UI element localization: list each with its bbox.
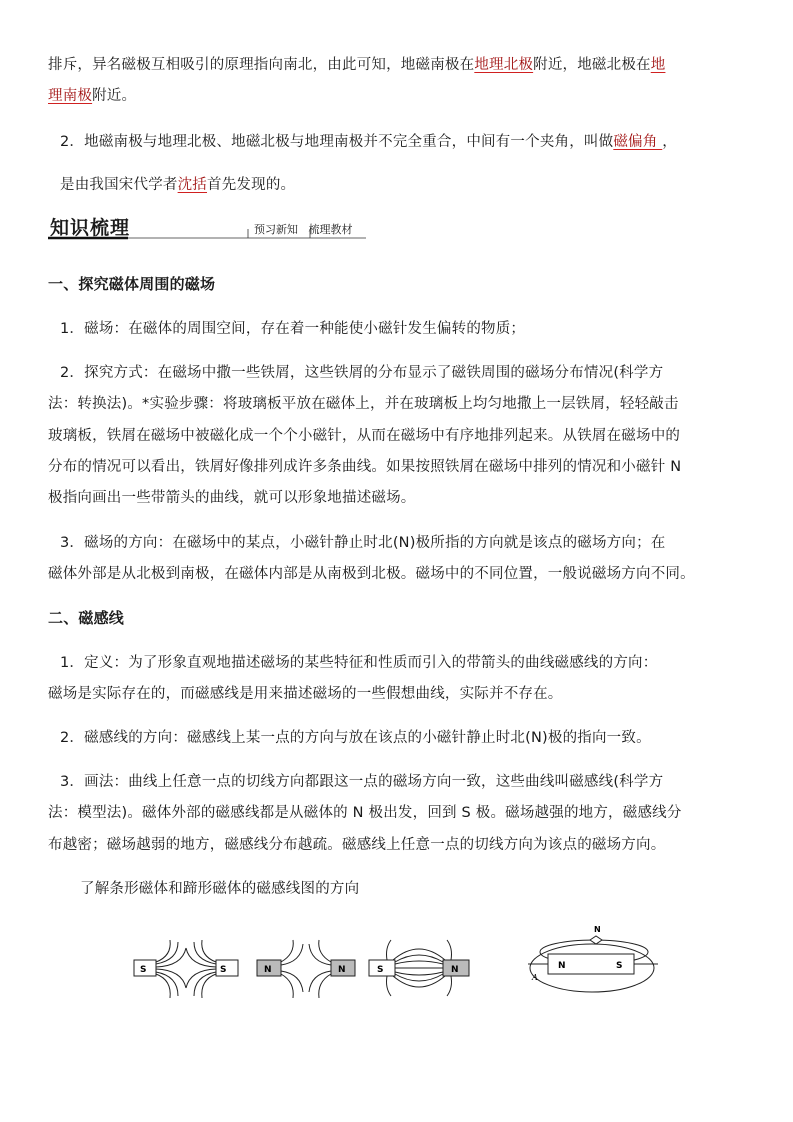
text-line: 3．磁场的方向：在磁场中的某点，小磁针静止时北(N)极所指的方向就是该点的磁场方向；在 [60, 535, 666, 551]
magnet-figure-ss [132, 938, 240, 1000]
text-segment: 附近，地磁北极在 [533, 57, 651, 73]
answer-underline: 沈括 [177, 177, 208, 193]
answer-underline: 地理北极 [474, 57, 534, 73]
section-heading: 一、探究磁体周围的磁场 [48, 275, 216, 293]
text-line: 1．磁场：在磁体的周围空间，存在着一种能使小磁针发生偏转的物质； [60, 321, 526, 337]
pole-label: N [338, 965, 346, 975]
text-line: 1．定义：为了形象直观地描述磁场的某些特征和性质而引入的带箭头的曲线磁感线的方向： [60, 655, 658, 671]
text-line: 法：模型法)。磁体外部的磁感线都是从磁体的 N 极出发，回到 S 极。磁场越强的地方，磁感线分 [48, 805, 682, 821]
section-banner [48, 211, 368, 241]
text-line: 极指向画出一些带箭头的曲线，就可以形象地描述磁场。 [48, 490, 416, 506]
pole-label: S [220, 965, 227, 975]
text-segment: 首先发现的。 [207, 177, 296, 193]
text-line: 布越密；磁场越弱的地方，磁感线分布越疏。磁感线上任意一点的切线方向为该点的磁场方向。 [48, 837, 666, 853]
text-line: 3．画法：曲线上任意一点的切线方向都跟这一点的磁场方向一致，这些曲线叫磁感线(科学方 [60, 774, 664, 790]
pole-label: N [558, 961, 566, 971]
pole-label: N [264, 965, 272, 975]
text-line: 2．磁感线的方向：磁感线上某一点的方向与放在该点的小磁针静止时北(N)极的指向一致。 [60, 730, 651, 746]
magnet-figure-bar [526, 922, 660, 996]
section-heading: 二、磁感线 [48, 609, 125, 627]
text-line [60, 175, 755, 195]
point-label: A [532, 973, 538, 982]
text-line: 了解条形磁体和蹄形磁体的磁感线图的方向 [80, 881, 360, 897]
text-segment: 是由我国宋代学者 [60, 177, 178, 193]
text-segment: ， [662, 134, 677, 150]
answer-underline: 地 [650, 57, 666, 73]
text-segment: 附近。 [92, 88, 137, 104]
pole-label: S [377, 965, 384, 975]
text-line: 磁体外部是从北极到南极，在磁体内部是从南极到北极。磁场中的不同位置，一般说磁场方向不同。 [48, 566, 695, 582]
banner-sub-2: 梳理教材 [308, 223, 353, 236]
magnet-figure-sn [367, 936, 471, 1002]
text-line: 玻璃板，铁屑在磁场中被磁化成一个个小磁针，从而在磁场中有序地排列起来。从铁屑在磁场中的 [48, 428, 681, 444]
text-segment: 2．地磁南极与地理北极、地磁北极与地理南极并不完全重合，中间有一个夹角，叫做 [60, 134, 614, 150]
pole-label: S [616, 961, 623, 971]
banner-title: 知识梳理 [50, 217, 131, 239]
magnet-figure-nn [255, 938, 357, 1000]
text-line [60, 132, 755, 152]
text-line: 分布的情况可以看出，铁屑好像排列成许多条曲线。如果按照铁屑在磁场中排列的情况和小磁针 N [48, 459, 682, 475]
text-line [48, 86, 755, 106]
pole-label: N [451, 965, 459, 975]
text-segment: 排斥，异名磁极互相吸引的原理指向南北，由此可知，地磁南极在 [48, 57, 475, 73]
banner-subtitle [254, 221, 353, 237]
answer-underline: 理南极 [48, 88, 93, 104]
pole-label: S [140, 965, 147, 975]
text-line [48, 55, 755, 75]
text-line: 法：转换法)。*实验步骤：将玻璃板平放在磁体上，并在玻璃板上均匀地撒上一层铁屑，轻轻敲击 [48, 396, 679, 412]
compass-label: N [594, 925, 601, 934]
answer-underline: 磁偏角 [613, 134, 663, 150]
text-line: 2．探究方式：在磁场中撒一些铁屑，这些铁屑的分布显示了磁铁周围的磁场分布情况(科学方 [60, 365, 664, 381]
banner-sub-1: 预习新知 [254, 223, 298, 236]
text-line: 磁场是实际存在的，而磁感线是用来描述磁场的一些假想曲线，实际并不存在。 [48, 686, 563, 702]
